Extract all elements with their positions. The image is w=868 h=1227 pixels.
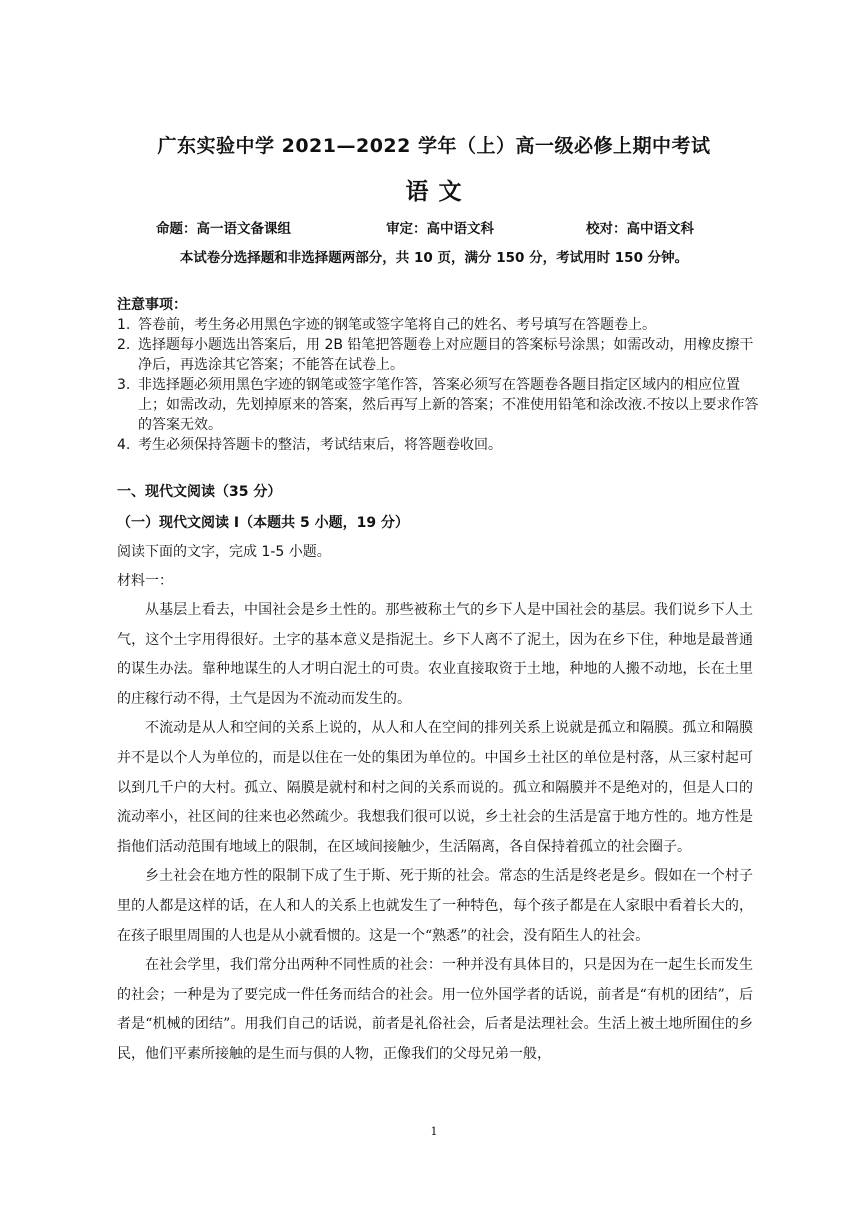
- notice-item-text: 答卷前，考生务必用黑色字迹的钢笔或签字笔将自己的姓名、考号填写在答题卷上。: [138, 317, 656, 333]
- notice-item-number: 3.: [117, 377, 131, 393]
- notice-item: [117, 375, 767, 435]
- notice-item: [117, 335, 767, 375]
- page-number: 1: [430, 1125, 438, 1138]
- material-label: 材料一：: [117, 573, 173, 589]
- passage-paragraph: 不流动是从人和空间的关系上说的，从人和人在空间的排列关系上说就是孤立和隔膜。孤立和隔膜并不是以个人为单位的，而是以住在一处的集团为单位的。中国乡土社区的单位是村落，从三家村起可以到几千户的大村。孤立、隔膜是就村和村之间的关系而说的。孤立和隔膜并不是绝对的，但是人口的流动率小，社区间的往来也必然疏少。我想我们很可以说，乡土社会的生活是富于地方性的。地方性是指他们活动范围有地域上的限制，在区域间接触少，生活隔离，各自保持着孤立的社会圈子。: [117, 720, 753, 855]
- passage-paragraph: 在社会学里，我们常分出两种不同性质的社会：一种并没有具体目的，只是因为在一起生长而发生的社会；一种是为了要完成一件任务而结合的社会。用一位外国学者的话说，前者是“有机的团结”，后者是“机械的团结”。用我们自己的话说，前者是礼俗社会，后者是法理社会。生活上被土地所囿住的乡民，他们平素所接触的是生而与俱的人物，正像我们的父母兄弟一般，: [117, 957, 753, 1062]
- reviewer-label: 审定：高中语文科: [386, 221, 494, 237]
- notice-item-number: 2.: [117, 337, 131, 353]
- exam-info: 本试卷分选择题和非选择题两部分，共 10 页，满分 150 分，考试用时 150 分钟。: [179, 250, 689, 266]
- subject-title: 语 文: [405, 179, 463, 205]
- passage-paragraph: 乡土社会在地方性的限制下成了生于斯、死于斯的社会。常态的生活是终老是乡。假如在一个村子里的人都是这样的话，在人和人的关系上也就发生了一种特色，每个孩子都是在人家眼中看着长大的，在孩子眼里周围的人也是从小就看惯的。这是一个“熟悉”的社会，没有陌生人的社会。: [117, 868, 753, 944]
- notice-item: [117, 315, 767, 335]
- notice-item-number: 4.: [117, 437, 131, 453]
- notice-item-text: 选择题每小题选出答案后，用 2B 铅笔把答题卷上对应题目的答案标号涂黑；如需改动，用橡皮擦干净后，再选涂其它答案；不能答在试卷上。: [138, 337, 754, 373]
- proofreader-label: 校对：高中语文科: [586, 221, 694, 237]
- section-heading: 一、现代文阅读（35 分）: [117, 484, 282, 500]
- notice-title: 注意事项：: [117, 297, 187, 313]
- section-subheading: （一）现代文阅读 I（本题共 5 小题，19 分）: [117, 515, 409, 531]
- reading-passage: [117, 596, 753, 1070]
- meta-row: [156, 217, 716, 237]
- proposer-label: 命题：高一语文备课组: [156, 221, 291, 237]
- notice-item-text: 非选择题必须用黑色字迹的钢笔或签字笔作答，答案必须写在答题卷各题目指定区域内的相应位置上；如需改动，先划掉原来的答案，然后再写上新的答案；不准使用铅笔和涂改液.不按以上要求作答的答案无效。: [138, 377, 759, 433]
- notice-item-number: 1.: [117, 317, 131, 333]
- notice-item: [117, 435, 767, 455]
- reading-instruction: 阅读下面的文字，完成 1-5 小题。: [117, 544, 331, 560]
- passage-paragraph: 从基层上看去，中国社会是乡土性的。那些被称土气的乡下人是中国社会的基层。我们说乡下人土气，这个土字用得很好。土字的基本意义是指泥土。乡下人离不了泥土，因为在乡下住，种地是最普通的谋生办法。靠种地谋生的人才明白泥土的可贵。农业直接取资于土地，种地的人搬不动地，长在土里的庄稼行动不得，土气是因为不流动而发生的。: [117, 602, 753, 707]
- notice-block: [117, 295, 767, 455]
- exam-title: 广东实验中学 2021—2022 学年（上）高一级必修上期中考试: [157, 135, 711, 157]
- notice-item-text: 考生必须保持答题卡的整洁，考试结束后，将答题卷收回。: [138, 437, 502, 453]
